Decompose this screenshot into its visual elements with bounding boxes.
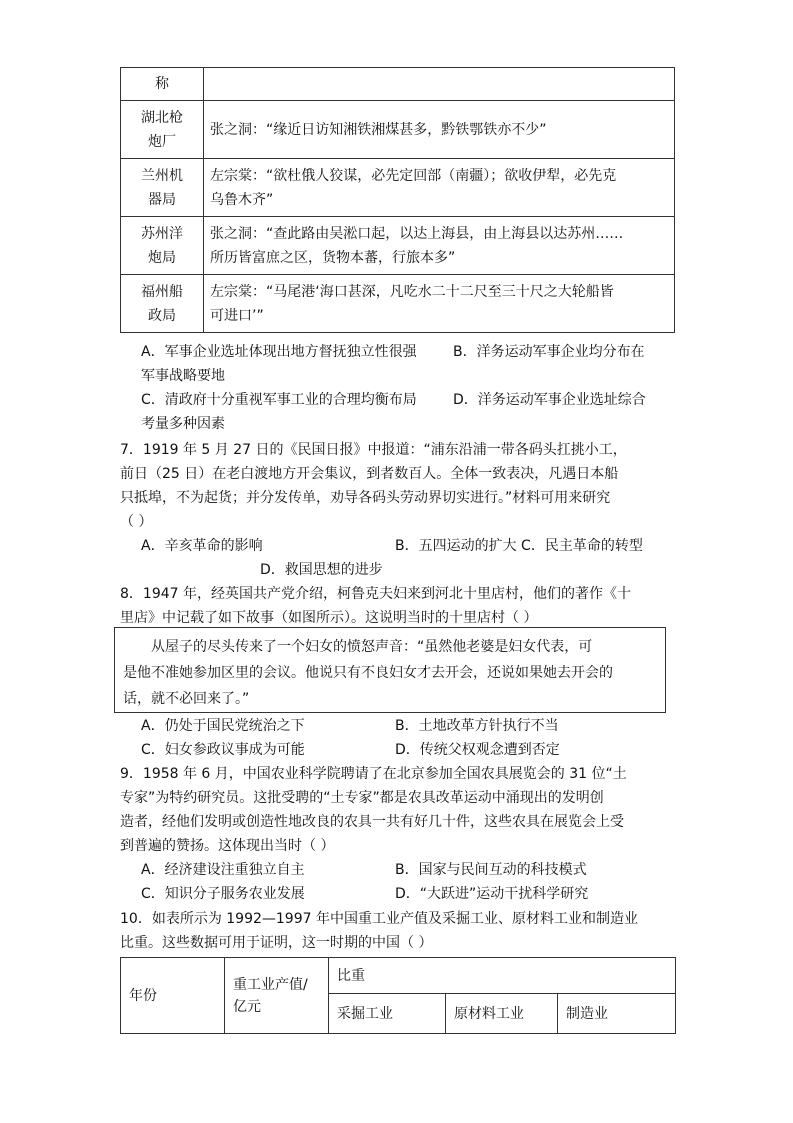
table-cell: 福州船 政局 bbox=[121, 275, 204, 333]
quote-line: 从屋子的尽头传来了一个妇女的愤怒声音：“虽然他老婆是妇女代表，可 bbox=[151, 639, 593, 655]
header-mining: 采掘工业 bbox=[329, 994, 446, 1034]
q10-stem-line: 比重。这些数据可用于证明，这一时期的中国（ ） bbox=[120, 935, 433, 951]
header-manufacturing: 制造业 bbox=[558, 994, 676, 1034]
industry-output-table bbox=[120, 957, 676, 1034]
table-cell bbox=[204, 68, 675, 101]
q7-option-bc: B．五四运动的扩大 C．民主革命的转型 bbox=[395, 538, 643, 554]
q7-option-d: D．救国思想的进步 bbox=[260, 562, 383, 578]
table-row bbox=[121, 68, 675, 101]
q7-stem-line: （ ） bbox=[120, 514, 153, 530]
q9-stem-line: 专家”为特约研究员。这批受聘的“土专家”都是农具改革运动中涌现出的发明创 bbox=[120, 790, 604, 806]
q7-stem-line: 只抵埠，不为起货；并分发传单，劝导各码头劳动界切实进行。”材料可用来研究 bbox=[120, 490, 611, 506]
q6-option-c: C．清政府十分重视军事工业的合理均衡布局 bbox=[141, 392, 417, 408]
table-header-row bbox=[121, 958, 676, 994]
q9-option-d: D．“大跃进”运动干扰科学研究 bbox=[395, 886, 589, 902]
q10-stem-line: 10．如表所示为 1992—1997 年中国重工业产值及采掘工业、原材料工业和制造业 bbox=[120, 911, 638, 927]
q6-option-d: D．洋务运动军事企业选址综合 bbox=[453, 392, 646, 408]
header-ratio: 比重 bbox=[329, 958, 676, 994]
q9-stem-line: 造者，经他们发明或创造性地改良的农具一共有好几十件，这些农具在展览会上受 bbox=[120, 814, 624, 830]
quote-line: 话，就不必回来了。” bbox=[123, 691, 250, 707]
q6-option-a: A．军事企业选址体现出地方督抚独立性很强 bbox=[141, 344, 417, 360]
table-cell: 湖北枪 炮厂 bbox=[121, 101, 204, 159]
table-cell: 左宗棠：“马尾港‘海口甚深，凡吃水二十二尺至三十尺之大轮船皆 可进口’” bbox=[204, 275, 675, 333]
q6-option-b: B．洋务运动军事企业均分布在 bbox=[453, 344, 645, 360]
q9-option-b: B．国家与民间互动的科技模式 bbox=[395, 862, 587, 878]
table-row bbox=[121, 217, 675, 275]
q7-stem-line: 前日（25 日）在老白渡地方开会集议，到者数百人。全体一致表决，凡遇日本船 bbox=[120, 466, 619, 482]
q6-option-d-cont: 考量多种因素 bbox=[141, 416, 225, 432]
enterprise-location-table bbox=[120, 67, 675, 333]
quote-line: 是他不准她参加区里的会议。他说只有不良妇女才去开会，还说如果她去开会的 bbox=[123, 665, 613, 681]
table-cell: 称 bbox=[121, 68, 204, 101]
q7-stem-line: 7．1919 年 5 月 27 日的《民国日报》中报道：“浦东沿浦一带各码头扛挑小工， bbox=[120, 442, 627, 458]
table-row bbox=[121, 159, 675, 217]
table-row bbox=[121, 275, 675, 333]
header-raw-material: 原材料工业 bbox=[446, 994, 558, 1034]
q9-stem-line: 9．1958 年 6 月，中国农业科学院聘请了在北京参加全国农具展览会的 31 位“土 bbox=[120, 766, 627, 782]
table-cell: 苏州洋 炮局 bbox=[121, 217, 204, 275]
table-cell: 左宗棠：“欲杜俄人狡谋，必先定回部（南疆）；欲收伊犁，必先克 乌鲁木齐” bbox=[204, 159, 675, 217]
table-cell: 张之洞：“缘近日访知湘铁湘煤甚多，黔铁鄂铁亦不少” bbox=[204, 101, 675, 159]
q8-option-c: C．妇女参政议事成为可能 bbox=[141, 742, 305, 758]
q7-option-a: A．辛亥革命的影响 bbox=[141, 538, 263, 554]
q8-stem-line: 8．1947 年，经英国共产党介绍，柯鲁克夫妇来到河北十里店村，他们的著作《十 bbox=[120, 586, 631, 602]
table-cell: 张之洞：“查此路由吴淞口起，以达上海县，由上海县以达苏州…… 所历皆富庶之区，货物本蕃，行旅本多” bbox=[204, 217, 675, 275]
q6-option-b-cont: 军事战略要地 bbox=[141, 368, 225, 384]
q8-option-b: B．土地改革方针执行不当 bbox=[395, 718, 559, 734]
q8-option-a: A．仍处于国民党统治之下 bbox=[141, 718, 305, 734]
q9-option-a: A．经济建设注重独立自主 bbox=[141, 862, 305, 878]
q8-stem-line: 里店》中记载了如下故事（如图所示）。这说明当时的十里店村（ ） bbox=[120, 610, 538, 626]
table-cell: 兰州机 器局 bbox=[121, 159, 204, 217]
q8-quote-box bbox=[114, 627, 666, 713]
q8-option-d: D．传统父权观念遭到否定 bbox=[395, 742, 560, 758]
header-year: 年份 bbox=[121, 958, 225, 1034]
q9-stem-line: 到普遍的赞扬。这体现出当时（ ） bbox=[120, 838, 335, 854]
header-output-value: 重工业产值/ 亿元 bbox=[225, 958, 329, 1034]
table-row bbox=[121, 101, 675, 159]
q9-option-c: C．知识分子服务农业发展 bbox=[141, 886, 305, 902]
